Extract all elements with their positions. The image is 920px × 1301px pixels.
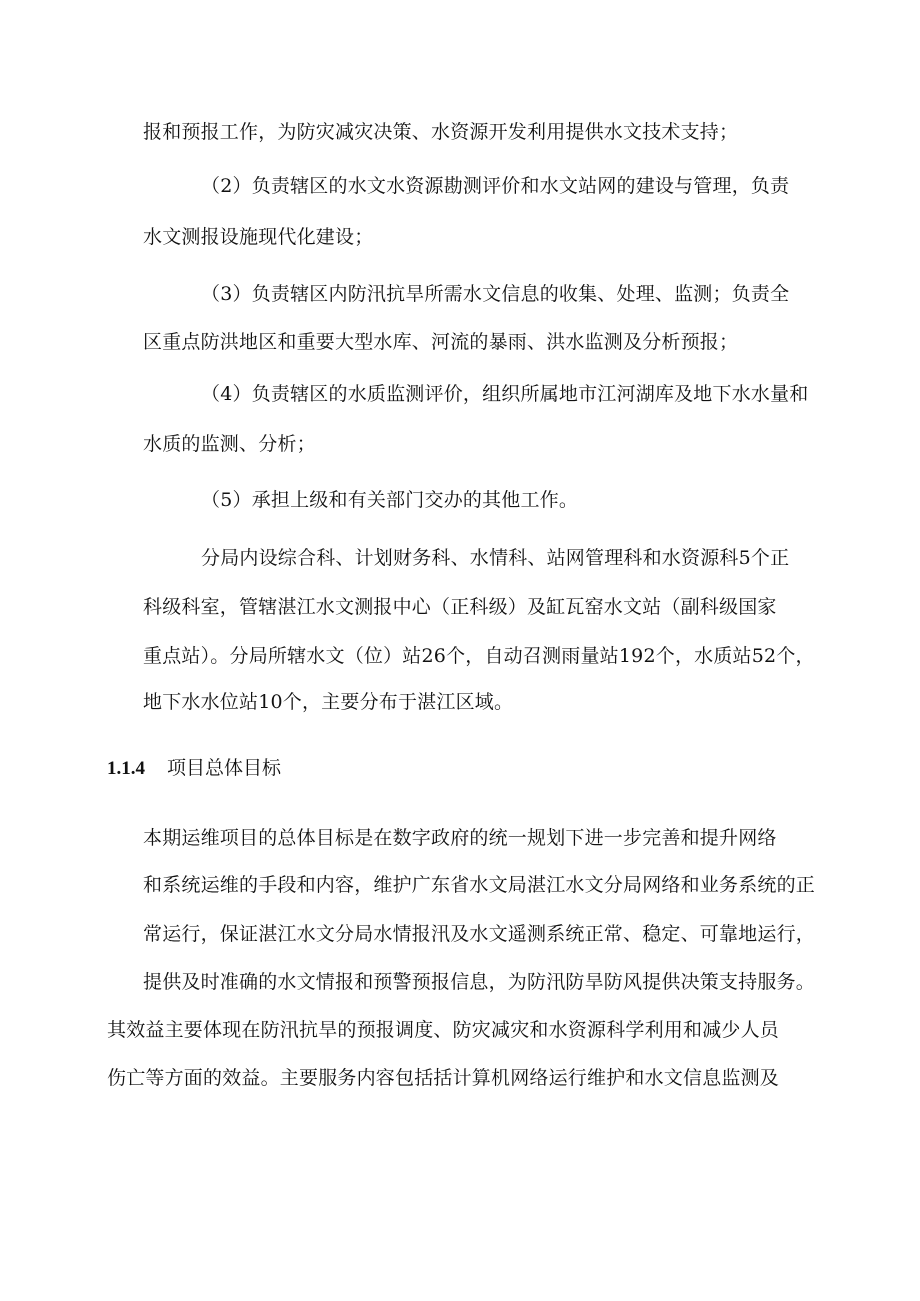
paragraph-line: 区重点防洪地区和重要大型水库、河流的暴雨、洪水监测及分析预报； bbox=[143, 331, 739, 353]
paragraph-line: 伤亡等方面的效益。主要服务内容包括括计算机网络运行维护和水文信息监测及 bbox=[107, 1067, 780, 1089]
paragraph-line: （5）承担上级和有关部门交办的其他工作。 bbox=[201, 489, 579, 511]
section-number: 1.1.4 bbox=[107, 758, 145, 779]
paragraph-line: 水质的监测、分析； bbox=[143, 433, 316, 455]
paragraph-line: （4）负责辖区的水质监测评价，组织所属地市江河湖库及地下水水量和 bbox=[201, 383, 809, 405]
paragraph-line: 地下水水位站10个，主要分布于湛江区域。 bbox=[143, 691, 514, 713]
paragraph-line: 提供及时准确的水文情报和预警预报信息，为防汛防旱防风提供决策支持服务。 bbox=[143, 971, 816, 993]
paragraph-line: 科级科室，管辖湛江水文测报中心（正科级）及缸瓦窑水文站（副科级国家 bbox=[143, 596, 777, 618]
paragraph-line: 报和预报工作，为防灾减灾决策、水资源开发利用提供水文技术支持； bbox=[143, 121, 739, 143]
paragraph-line: 和系统运维的手段和内容，维护广东省水文局湛江水文分局网络和业务系统的正 bbox=[143, 874, 816, 896]
paragraph-line: 常运行，保证湛江水文分局水情报汛及水文遥测系统正常、稳定、可靠地运行， bbox=[143, 923, 816, 945]
paragraph-line: 本期运维项目的总体目标是在数字政府的统一规划下进一步完善和提升网络 bbox=[143, 827, 777, 849]
paragraph-line: （2）负责辖区的水文水资源勘测评价和水文站网的建设与管理，负责 bbox=[201, 175, 790, 197]
section-title: 项目总体目标 bbox=[167, 757, 282, 779]
paragraph-line: 其效益主要体现在防汛抗旱的预报调度、防灾减灾和水资源科学利用和减少人员 bbox=[107, 1019, 780, 1041]
paragraph-line: （3）负责辖区内防汛抗旱所需水文信息的收集、处理、监测；负责全 bbox=[201, 283, 790, 305]
paragraph-line: 重点站）。分局所辖水文（位）站26个，自动召测雨量站192个，水质站52个， bbox=[143, 645, 815, 667]
paragraph-line: 分局内设综合科、计划财务科、水情科、站网管理科和水资源科5个正 bbox=[201, 547, 790, 569]
section-heading bbox=[107, 756, 281, 781]
paragraph-line: 水文测报设施现代化建设； bbox=[143, 226, 374, 248]
